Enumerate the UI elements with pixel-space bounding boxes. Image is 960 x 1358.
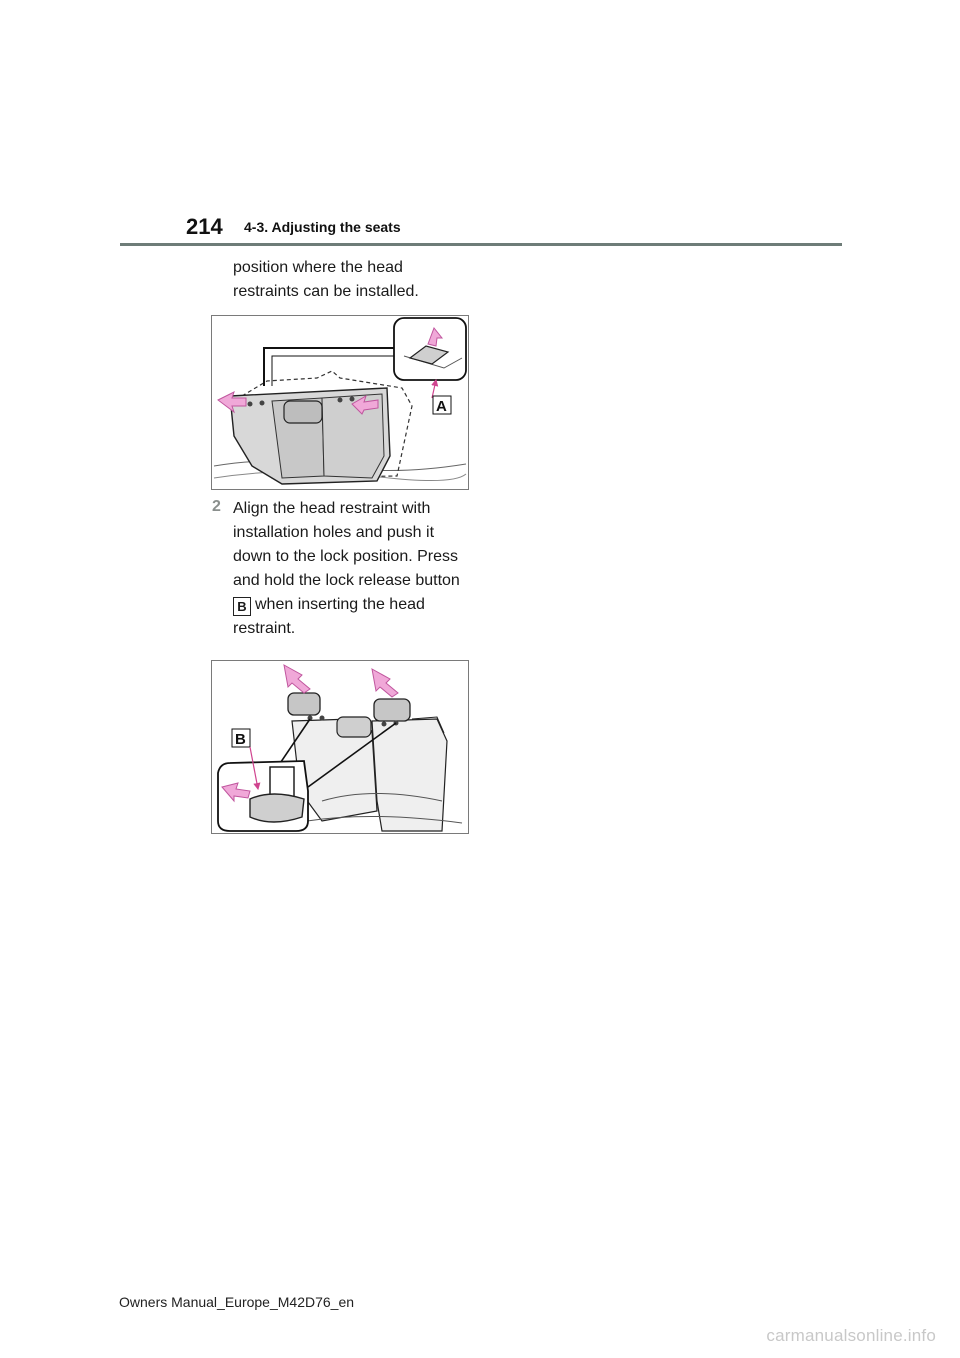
watermark: carmanualsonline.info (766, 1326, 936, 1345)
step2-line: Align the head restraint with (233, 500, 431, 517)
intro-line: restraints can be installed. (233, 283, 419, 300)
step-number: 2 (212, 498, 221, 515)
figure2-callout-label: B (235, 731, 246, 748)
step2-line: restraint. (233, 620, 296, 637)
intro-line: position where the head (233, 259, 403, 276)
header-rule (120, 243, 842, 246)
step2-line: down to the lock position. Press (233, 548, 459, 565)
step2-line-after-callout: when inserting the head (255, 596, 425, 613)
section-title: 4-3. Adjusting the seats (244, 219, 401, 235)
step2-line: and hold the lock release button (233, 572, 460, 589)
figure-headrest-installation (211, 660, 469, 834)
figure-seatback-headrest-storage (211, 315, 469, 490)
footer-text: Owners Manual_Europe_M42D76_en (119, 1294, 355, 1310)
page-number: 214 (186, 214, 223, 239)
step2-line: installation holes and push it (233, 524, 435, 541)
step2-paragraph (233, 497, 493, 641)
intro-paragraph (233, 256, 493, 304)
figure1-callout-label: A (436, 398, 447, 415)
step2-line (233, 593, 493, 617)
callout-b-badge: B (233, 597, 251, 616)
